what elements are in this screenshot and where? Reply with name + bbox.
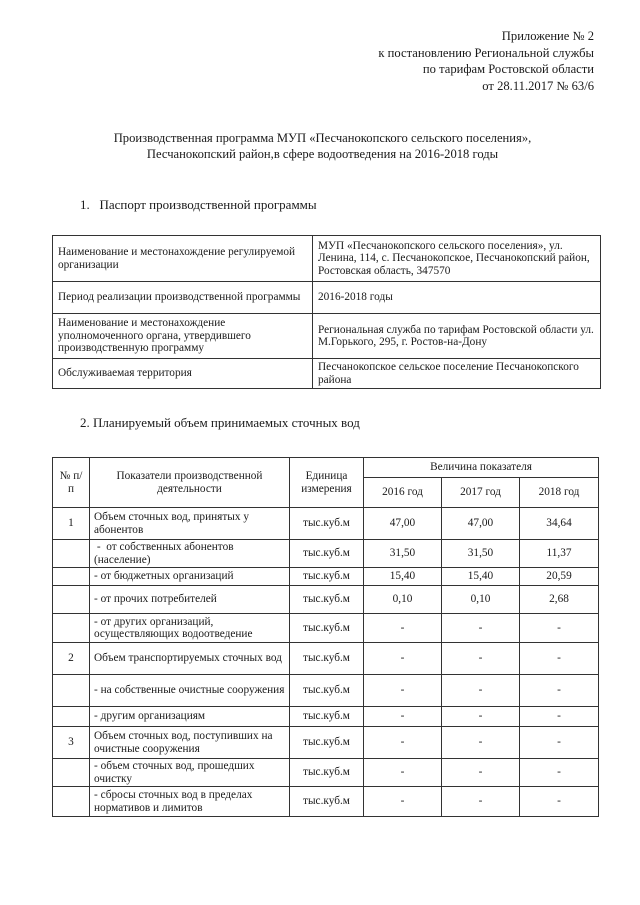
passport-label: Период реализации производственной программы: [53, 282, 313, 314]
row-2016: -: [364, 787, 442, 817]
table-row: [53, 643, 599, 675]
row-num: 3: [53, 727, 90, 759]
row-num: 2: [53, 643, 90, 675]
row-2016: -: [364, 759, 442, 787]
passport-value: Песчанокопское сельское поселение Песчанокопского района: [313, 359, 601, 389]
table-header-row: [53, 458, 599, 478]
row-num: [53, 675, 90, 707]
row-name: - от бюджетных организаций: [90, 568, 290, 586]
row-name: Объем сточных вод, поступивших на очистные сооружения: [90, 727, 290, 759]
row-unit: тыс.куб.м: [290, 614, 364, 643]
row-2017: -: [442, 787, 520, 817]
title-line-2: Песчанокопский район,в сфере водоотведения на 2016-2018 годы: [146, 146, 499, 161]
row-2017: 0,10: [442, 586, 520, 614]
appendix-line-1: Приложение № 2: [501, 29, 594, 43]
row-name: - другим организациям: [90, 707, 290, 727]
wastewater-table: [52, 457, 599, 817]
section1-heading: 1. Паспорт производственной программы: [80, 197, 317, 212]
row-2016: 31,50: [364, 540, 442, 568]
row-2017: -: [442, 707, 520, 727]
row-num: 1: [53, 508, 90, 540]
row-name: - сбросы сточных вод в пределах нормативов и лимитов: [90, 787, 290, 817]
appendix-header: [378, 28, 594, 94]
row-name: - от других организаций, осуществляющих водоотведение: [90, 614, 290, 643]
row-num: [53, 787, 90, 817]
table-row: [53, 586, 599, 614]
table-row: [53, 236, 601, 282]
row-2016: -: [364, 727, 442, 759]
row-2016: -: [364, 675, 442, 707]
row-unit: тыс.куб.м: [290, 675, 364, 707]
row-num: [53, 568, 90, 586]
header-2018: 2018 год: [520, 478, 599, 508]
row-2017: 15,40: [442, 568, 520, 586]
table-row: [53, 727, 599, 759]
row-2017: -: [442, 727, 520, 759]
passport-label: Наименование и местонахождение уполномоченного органа, утвердившего производственную программу: [53, 314, 313, 359]
row-2018: -: [520, 787, 599, 817]
row-2018: -: [520, 675, 599, 707]
table-row: [53, 707, 599, 727]
row-num: [53, 614, 90, 643]
row-2018: -: [520, 707, 599, 727]
row-unit: тыс.куб.м: [290, 568, 364, 586]
row-2018: -: [520, 643, 599, 675]
row-unit: тыс.куб.м: [290, 508, 364, 540]
row-unit: тыс.куб.м: [290, 540, 364, 568]
row-unit: тыс.куб.м: [290, 707, 364, 727]
row-name: Объем сточных вод, принятых у абонентов: [90, 508, 290, 540]
header-indicator: Показатели производственной деятельности: [90, 458, 290, 508]
passport-label: Наименование и местонахождение регулируемой организации: [53, 236, 313, 282]
row-unit: тыс.куб.м: [290, 643, 364, 675]
header-2017: 2017 год: [442, 478, 520, 508]
row-2018: -: [520, 614, 599, 643]
row-2017: -: [442, 614, 520, 643]
row-2018: -: [520, 759, 599, 787]
row-2017: -: [442, 759, 520, 787]
table-row: [53, 282, 601, 314]
table-row: [53, 508, 599, 540]
row-num: [53, 586, 90, 614]
row-num: [53, 540, 90, 568]
table-row: [53, 359, 601, 389]
row-2018: 20,59: [520, 568, 599, 586]
row-num: [53, 759, 90, 787]
row-unit: тыс.куб.м: [290, 787, 364, 817]
row-2018: -: [520, 727, 599, 759]
row-unit: тыс.куб.м: [290, 727, 364, 759]
row-2018: 34,64: [520, 508, 599, 540]
document-title: [60, 131, 585, 162]
header-unit: Единица измерения: [290, 458, 364, 508]
passport-value: Региональная служба по тарифам Ростовской области ул. М.Горького, 295, г. Ростов-на-Дону: [313, 314, 601, 359]
row-2017: -: [442, 643, 520, 675]
table-row: [53, 614, 599, 643]
row-2016: 15,40: [364, 568, 442, 586]
appendix-line-3: по тарифам Ростовской области: [422, 62, 594, 76]
table-row: [53, 759, 599, 787]
row-2017: -: [442, 675, 520, 707]
passport-label: Обслуживаемая территория: [53, 359, 313, 389]
row-2016: -: [364, 643, 442, 675]
row-num: [53, 707, 90, 727]
header-2016: 2016 год: [364, 478, 442, 508]
row-name: - от собственных абонентов (население): [90, 540, 290, 568]
row-2017: 31,50: [442, 540, 520, 568]
section2-heading: 2. Планируемый объем принимаемых сточных вод: [80, 415, 360, 430]
appendix-line-4: от 28.11.2017 № 63/6: [482, 78, 594, 93]
row-2016: -: [364, 614, 442, 643]
title-line-1: Производственная программа МУП «Песчанокопского сельского поселения»,: [113, 131, 532, 145]
row-name: - от прочих потребителей: [90, 586, 290, 614]
row-2016: -: [364, 707, 442, 727]
table-row: [53, 568, 599, 586]
table-row: [53, 675, 599, 707]
row-2016: 0,10: [364, 586, 442, 614]
passport-table: [52, 235, 601, 389]
passport-value: 2016-2018 годы: [313, 282, 601, 314]
passport-value: МУП «Песчанокопского сельского поселения», ул. Ленина, 114, с. Песчанокопское, Песчанокопский район, Ростовская область, 347570: [313, 236, 601, 282]
row-2017: 47,00: [442, 508, 520, 540]
appendix-line-2: к постановлению Региональной службы: [378, 45, 594, 60]
row-name: - на собственные очистные сооружения: [90, 675, 290, 707]
table-row: [53, 540, 599, 568]
row-2016: 47,00: [364, 508, 442, 540]
row-unit: тыс.куб.м: [290, 759, 364, 787]
header-num: № п/п: [53, 458, 90, 508]
header-value-group: Величина показателя: [364, 458, 599, 478]
row-2018: 2,68: [520, 586, 599, 614]
row-name: Объем транспортируемых сточных вод: [90, 643, 290, 675]
table-row: [53, 314, 601, 359]
row-name: - объем сточных вод, прошедших очистку: [90, 759, 290, 787]
row-unit: тыс.куб.м: [290, 586, 364, 614]
table-row: [53, 787, 599, 817]
row-2018: 11,37: [520, 540, 599, 568]
